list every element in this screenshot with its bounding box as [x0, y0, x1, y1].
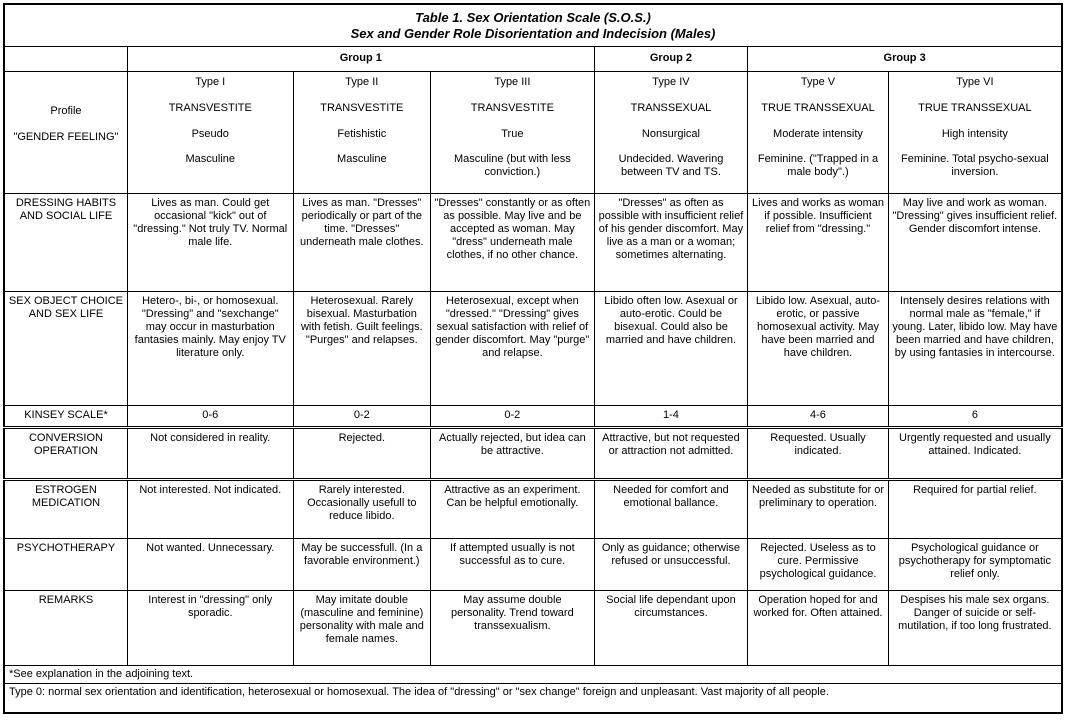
profile-label: Profile: [50, 104, 82, 117]
kinsey-cell-type2: 0-2: [293, 405, 431, 427]
conversion-cell-type6: Urgently requested and usually attained. Indicated.: [888, 427, 1062, 479]
remarks-cell-type3: May assume double personality. Trend toward transsexualism.: [431, 590, 595, 665]
profile-feeling: Feminine. Total psycho-sexual inversion.: [900, 152, 1049, 178]
psycho-cell-type2: May be successfull. (In a favorable environment.): [293, 538, 431, 590]
psycho-cell-type4: Only as guidance; otherwise refused or unsuccessful.: [594, 538, 748, 590]
conversion-cell-type5: Requested. Usually indicated.: [748, 427, 889, 479]
dressing-cell-type1: Lives as man. Could get occasional "kick" out of "dressing." Not truly TV. Normal male life.: [127, 193, 293, 291]
profile-cell-type1: [127, 71, 293, 193]
dressing-cell-type3: "Dresses" constantly or as often as possible. May live and be accepted as woman. May "dress" underneath male clothes, if no other chance.: [431, 193, 595, 291]
gender-feeling-label: "GENDER FEELING": [13, 130, 119, 143]
type-5-header: Type V: [800, 75, 836, 88]
row-label-remarks: REMARKS: [4, 590, 127, 665]
remarks-cell-type5: Operation hoped for and worked for. Often attained.: [748, 590, 889, 665]
type-1-header: Type I: [195, 75, 226, 88]
row-label-sex-object: SEX OBJECT CHOICE AND SEX LIFE: [4, 291, 127, 405]
kinsey-cell-type6: 6: [888, 405, 1062, 427]
profile-row: [4, 71, 1062, 193]
remarks-cell-type1: Interest in "dressing" only sporadic.: [127, 590, 293, 665]
title-line-1: Table 1. Sex Orientation Scale (S.O.S.): [415, 10, 651, 25]
remarks-cell-type6: Despises his male sex organs. Danger of suicide or self-mutilation, if too long frustrated.: [888, 590, 1062, 665]
footnote-row-2: [4, 683, 1062, 713]
document-page: [3, 3, 1063, 714]
title-line-2: Sex and Gender Role Disorientation and Indecision (Males): [350, 26, 716, 41]
sexobj-cell-type1: Hetero-, bi-, or homosexual. "Dressing" and "sexchange" may occur in masturbation fantasies mainly. May enjoy TV literature only.: [127, 291, 293, 405]
profile-cell-type6: [888, 71, 1062, 193]
dressing-cell-type4: "Dresses" as often as possible with insufficient relief of his gender discomfort. May live as a man or a woman; sometimes alternating.: [594, 193, 748, 291]
group-header-row: [4, 46, 1062, 71]
table-title: [4, 4, 1062, 46]
estrogen-cell-type1: Not interested. Not indicated.: [127, 479, 293, 538]
profile-subtype: Nonsurgical: [641, 127, 700, 140]
group-1-header: Group 1: [127, 46, 594, 71]
psycho-cell-type6: Psychological guidance or psychotherapy for symptomatic relief only.: [888, 538, 1062, 590]
remarks-cell-type2: May imitate double (masculine and feminine) personality with male and female names.: [293, 590, 431, 665]
profile-feeling: Masculine (but with less conviction.): [453, 152, 571, 178]
sexobj-cell-type2: Heterosexual. Rarely bisexual. Masturbation with fetish. Guilt feelings. "Purges" and relapses.: [293, 291, 431, 405]
conversion-cell-type2: Rejected.: [293, 427, 431, 479]
footnote-type-0: Type 0: normal sex orientation and identification, heterosexual or homosexual. The idea of "dressing" or "sex change" foreign and unpleasant. Vast majority of all people.: [4, 683, 1062, 713]
psychotherapy-row: [4, 538, 1062, 590]
kinsey-cell-type5: 4-6: [748, 405, 889, 427]
psycho-cell-type3: If attempted usually is not successful as to cure.: [431, 538, 595, 590]
profile-cell-type4: [594, 71, 748, 193]
estrogen-cell-type5: Needed as substitute for or preliminary to operation.: [748, 479, 889, 538]
profile-name: TRANSVESTITE: [168, 101, 252, 114]
conversion-cell-type1: Not considered in reality.: [127, 427, 293, 479]
psycho-cell-type5: Rejected. Useless as to cure. Permissive psychological guidance.: [748, 538, 889, 590]
group-2-header: Group 2: [594, 46, 748, 71]
type-3-header: Type III: [494, 75, 531, 88]
footnote-see-explanation: *See explanation in the adjoining text.: [4, 665, 1062, 683]
type-6-header: Type VI: [956, 75, 994, 88]
profile-cell-type2: [293, 71, 431, 193]
sexobj-cell-type5: Libido low. Asexual, auto-erotic, or passive homosexual activity. May have been married and have children.: [748, 291, 889, 405]
conversion-cell-type4: Attractive, but not requested or attraction not admitted.: [594, 427, 748, 479]
profile-name: TRANSVESTITE: [320, 101, 404, 114]
kinsey-cell-type4: 1-4: [594, 405, 748, 427]
type-4-header: Type IV: [652, 75, 690, 88]
profile-feeling: Masculine: [185, 152, 236, 165]
title-row: [4, 4, 1062, 46]
profile-subtype: Pseudo: [191, 127, 229, 140]
row-label-kinsey: KINSEY SCALE*: [4, 405, 127, 427]
profile-feeling: Undecided. Wavering between TV and TS.: [618, 152, 724, 178]
estrogen-medication-row: [4, 479, 1062, 538]
group-header-empty-cell: [4, 46, 127, 71]
type-2-header: Type II: [345, 75, 379, 88]
footnote-row-1: [4, 665, 1062, 683]
profile-name: TRUE TRANSSEXUAL: [918, 101, 1032, 114]
profile-name: TRUE TRANSSEXUAL: [761, 101, 875, 114]
profile-subtype: True: [501, 127, 524, 140]
remarks-row: [4, 590, 1062, 665]
kinsey-cell-type1: 0-6: [127, 405, 293, 427]
profile-cell-type5: [748, 71, 889, 193]
dressing-cell-type5: Lives and works as woman if possible. Insufficient relief from "dressing.": [748, 193, 889, 291]
estrogen-cell-type2: Rarely interested. Occasionally usefull to reduce libido.: [293, 479, 431, 538]
profile-feeling: Masculine: [337, 152, 387, 165]
profile-subtype: Fetishistic: [337, 127, 387, 140]
kinsey-scale-row: [4, 405, 1062, 427]
sexobj-cell-type3: Heterosexual, except when "dressed." "Dressing" gives sexual satisfaction with relief of gender discomfort. May "purge" and relapse.: [431, 291, 595, 405]
dressing-habits-row: [4, 193, 1062, 291]
sos-table: [3, 3, 1063, 714]
sex-object-row: [4, 291, 1062, 405]
profile-subtype: High intensity: [941, 127, 1008, 140]
kinsey-cell-type3: 0-2: [431, 405, 595, 427]
profile-cell-type3: [431, 71, 595, 193]
profile-row-label: [4, 71, 127, 193]
conversion-cell-type3: Actually rejected, but idea can be attractive.: [431, 427, 595, 479]
estrogen-cell-type6: Required for partial relief.: [888, 479, 1062, 538]
conversion-operation-row: [4, 427, 1062, 479]
sexobj-cell-type6: Intensely desires relations with normal male as "female," if young. Later, libido low. May have been married and have children, by using fantasies in intercourse.: [888, 291, 1062, 405]
profile-name: TRANSVESTITE: [470, 101, 554, 114]
sexobj-cell-type4: Libido often low. Asexual or auto-erotic. Could be bisexual. Could also be married and have children.: [594, 291, 748, 405]
row-label-estrogen: ESTROGEN MEDICATION: [4, 479, 127, 538]
dressing-cell-type6: May live and work as woman. "Dressing" gives insufficient relief. Gender discomfort intense.: [888, 193, 1062, 291]
estrogen-cell-type4: Needed for comfort and emotional ballance.: [594, 479, 748, 538]
profile-feeling: Feminine. ("Trapped in a male body".): [757, 152, 879, 178]
profile-name: TRANSSEXUAL: [630, 101, 712, 114]
estrogen-cell-type3: Attractive as an experiment. Can be helpful emotionally.: [431, 479, 595, 538]
group-3-header: Group 3: [748, 46, 1062, 71]
row-label-dressing: DRESSING HABITS AND SOCIAL LIFE: [4, 193, 127, 291]
profile-subtype: Moderate intensity: [773, 127, 863, 140]
psycho-cell-type1: Not wanted. Unnecessary.: [127, 538, 293, 590]
remarks-cell-type4: Social life dependant upon circumstances.: [594, 590, 748, 665]
row-label-conversion: CONVERSION OPERATION: [4, 427, 127, 479]
row-label-psychotherapy: PSYCHOTHERAPY: [4, 538, 127, 590]
dressing-cell-type2: Lives as man. "Dresses" periodically or part of the time. "Dresses" underneath male clothes.: [293, 193, 431, 291]
